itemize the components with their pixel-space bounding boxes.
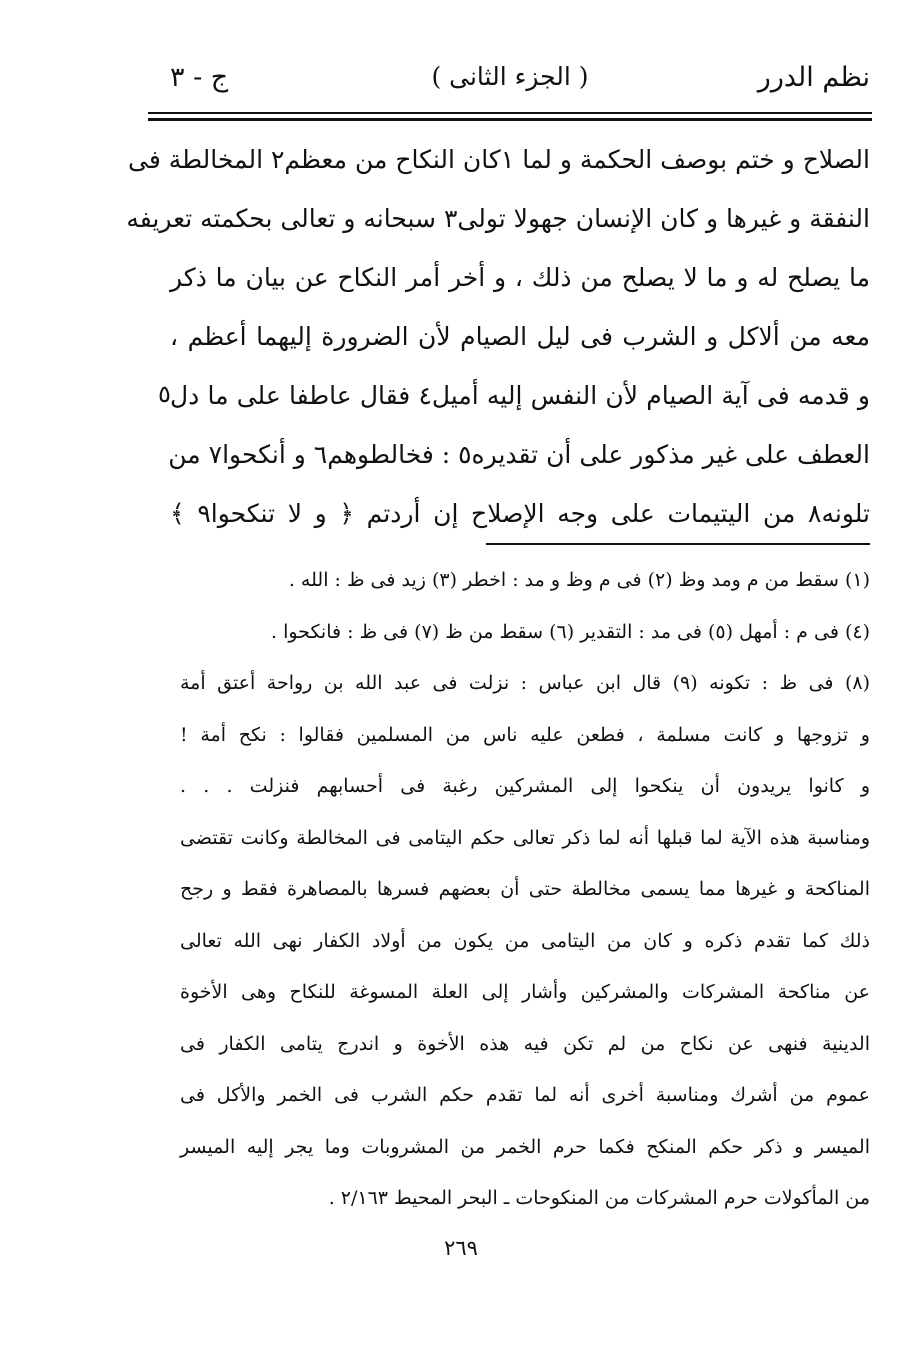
footnote-line: عموم من أشرك ومناسبة أخرى أنه لما تقدم حكم الشرب فى الخمر والأكل فى bbox=[180, 1084, 870, 1106]
text-line: و قدمه فى آية الصيام لأن النفس إليه أميل٤ فقال عاطفا على ما دل bbox=[170, 381, 870, 410]
footnote-line: ومناسبة هذه الآية لما قبلها أنه لما ذكر تعالى حكم اليتامى فى المخالطة وكانت تقتضى bbox=[180, 826, 870, 849]
running-header bbox=[150, 62, 870, 106]
footnote-line: الميسر و ذكر حكم المنكح فكما حرم الخمر من المشروبات وما يجر إليه الميسر bbox=[180, 1135, 870, 1158]
page-number: ٢٦٩ bbox=[444, 1236, 478, 1260]
footnote-line: الدينية فنهى عن نكاح من لم تكن فيه هذه الأخوة و اندرج يتامى الكفار فى bbox=[180, 1032, 870, 1055]
text-line: العطف على غير مذكور على أن تقديره٥ : فخالطوهم٦ و أنكحوا٧ من bbox=[168, 440, 870, 469]
footnote-line: (١) سقط من م ومد وظ (٢) فى م وظ و مد : اخطر (٣) زيد فى ظ : الله . bbox=[288, 569, 870, 591]
main-text bbox=[126, 130, 870, 543]
footnote-line: عن مناكحة المشركات والمشركين وأشار إلى العلة المسوغة للنكاح وهى الأخوة bbox=[180, 981, 870, 1003]
footnote-line: من المأكولات حرم المشركات من المنكوحات ـ البحر المحيط ٢/١٦٣ . bbox=[328, 1187, 870, 1209]
footnote-line: (٨) فى ظ : تكونه (٩) قال ابن عباس : نزلت فى عبد الله بن رواحة أعتق أمة bbox=[180, 672, 870, 694]
book-title: نظم الدرر bbox=[757, 62, 870, 93]
margin-line-number: ٥ bbox=[158, 380, 171, 408]
text-line: الصلاح و ختم بوصف الحكمة و لما ١كان النكاح من معظم٢ المخالطة فى bbox=[127, 145, 870, 174]
text-line: تلونه٨ من اليتيمات على وجه الإصلاح إن أردتم ﴿ و لا تنكحوا٩ ﴾ bbox=[170, 499, 870, 528]
text-line: معه من ألاكل و الشرب فى ليل الصيام لأن الضرورة إليهما أعظم ، bbox=[170, 322, 870, 351]
part-label: ( الجزء الثانى ) bbox=[431, 62, 589, 91]
header-rule-thin bbox=[148, 112, 872, 114]
text-line: ما يصلح له و ما لا يصلح من ذلك ، و أخر أمر النكاح عن بيان ما ذكر bbox=[170, 263, 870, 292]
text-line: النفقة و غيرها و كان الإنسان جهولا تولى٣ سبحانه و تعالى بحكمته تعريفه bbox=[126, 204, 870, 233]
footnote-line: المناكحة و غيرها مما يسمى مخالطة حتى أن بعضهم فسرها بالمصاهرة فقط و رجح bbox=[180, 878, 870, 900]
footnotes bbox=[180, 555, 870, 1225]
footnote-separator bbox=[486, 543, 870, 545]
volume-ref: ج - ٣ bbox=[170, 62, 229, 93]
footnote-line: (٤) فى م : أمهل (٥) فى مد : التقدير (٦) سقط من ظ (٧) فى ظ : فانكحوا . bbox=[271, 620, 870, 643]
footnote-line: ذلك كما تقدم ذكره و كان من اليتامى من يكون من أولاد الكفار نهى الله تعالى bbox=[180, 929, 870, 952]
footnote-line: و تزوجها و كانت مسلمة ، فطعن عليه ناس من المسلمين فقالوا : نكح أمة ! bbox=[180, 723, 870, 746]
header-rule-thick bbox=[148, 118, 872, 121]
footnote-line: و كانوا يريدون أن ينكحوا إلى المشركين رغبة فى أحسابهم فنزلت . . . bbox=[180, 775, 870, 797]
